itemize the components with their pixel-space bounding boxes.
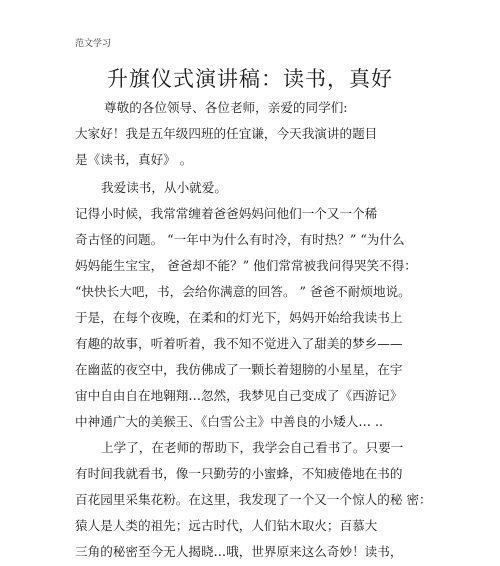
header-label: 范文学习 <box>75 39 112 49</box>
text-line: “快快长大吧，书，会给你满意的回答。 ” 爸爸不耐烦地说。 <box>75 284 411 299</box>
text-line: 上学了，在老师的帮助下，我学会自己看书了。只要一 <box>101 440 404 455</box>
text-line: 大家好！我是五年级四班的任宜谦，今天我演讲的题目 <box>75 126 378 141</box>
text-line: 宙中自由自在地翱翔…忽然，我梦见自己变成了《西游记》 <box>75 388 403 403</box>
text-line: 记得小时候，我常常缠着爸爸妈妈问他们一个又一个稀 <box>75 206 378 221</box>
text-line: 在幽蓝的夜空中，我仿佛成了一颗长着翅膀的小星星，在宇 <box>75 362 403 377</box>
text-line: 奇古怪的问题。 “一年中为什么有时冷，有时热？” “为什么 <box>75 232 405 247</box>
text-line: 猿人是人类的祖先；远古时代，人们钻木取火；百慕大 <box>75 518 378 533</box>
text-line: 有时间我就看书，像一只勤劳的小蜜蜂，不知疲倦地在书的 <box>75 466 403 481</box>
document-title: 升旗仪式演讲稿：读书，真好 <box>107 67 393 91</box>
text-line: 三角的秘密至今无人揭晓…哦，世界原来这么奇妙！读书， <box>75 544 403 559</box>
text-line: 中神通广大的美猴王、《白雪公主》中善良的小矮人… .. <box>75 414 383 429</box>
text-line: 尊敬的各位领导、各位老师，亲爱的同学们: <box>104 100 348 115</box>
text-line: 我爱读书，从小就爱。 <box>101 180 227 195</box>
text-line: 于是，在每个夜晚，在柔和的灯光下，妈妈开始给我读书上 <box>75 310 403 325</box>
text-line: 是《读书，真好》 。 <box>75 152 193 167</box>
text-line: 妈妈能生宝宝， 爸爸却不能？” 他们常常被我问得哭笑不得： <box>75 258 417 273</box>
text-line: 有趣的故事，听着听着，我不知不觉进入了甜美的梦乡—— <box>75 336 403 351</box>
text-line: 百花园里采集花粉。在这里，我发现了一个又一个惊人的秘 密： <box>75 492 432 507</box>
